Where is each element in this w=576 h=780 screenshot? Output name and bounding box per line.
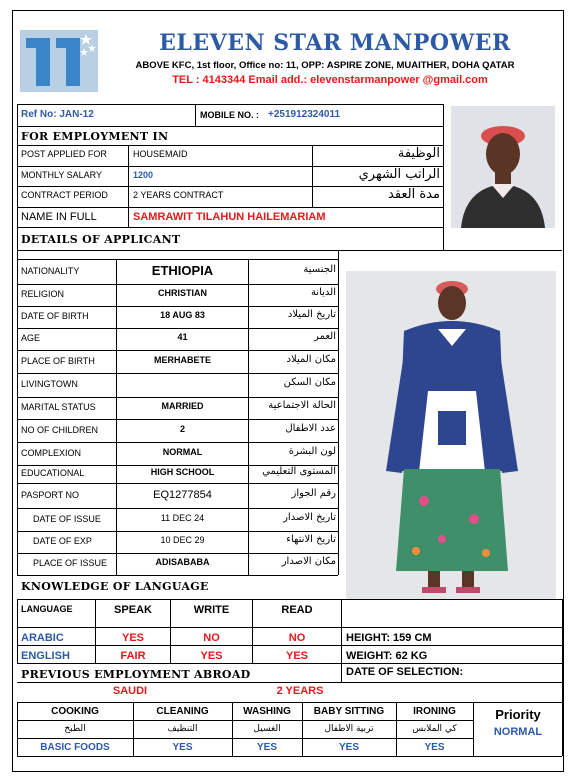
salary-arabic: الراتب الشهري [358,167,440,182]
lang-arabic-read: NO [288,632,306,644]
company-logo [20,30,98,92]
skill-header-cleaning: CLEANING [156,706,209,717]
skill-arabic-washing: الغسيل [253,724,281,734]
lang-header-read: READ [281,604,313,616]
skill-arabic-ironing: كي الملابس [412,724,457,734]
date-of-exp-arabic: تاريخ الانتهاء [286,534,336,545]
livingtown-arabic: مكان السكن [283,377,336,388]
previous-section-title: PREVIOUS EMPLOYMENT ABROAD [21,668,251,681]
company-contact: TEL : 4143344 Email add.: elevenstarmanpower @gmail.com [172,74,488,86]
post-applied-arabic: الوظيفة [397,146,440,161]
post-applied-label: POST APPLIED FOR [21,149,107,159]
marital-status-arabic: الحالة الاجتماعية [268,400,336,411]
educational-label: EDUCATIONAL [21,468,85,478]
lang-header-speak: SPEAK [114,604,152,616]
frame-bottom [12,771,564,772]
date-of-exp-value: 10 DEC 29 [160,535,205,545]
skill-arabic-baby-sitting: تربية الاطفال [324,724,374,734]
age-value: 41 [177,332,188,342]
skill-header-ironing: IRONING [413,706,456,717]
ref-number: Ref No: JAN-12 [21,109,94,120]
lang-english-write: YES [200,650,223,662]
lang-header-write: WRITE [193,604,230,616]
lang-arabic-write: NO [203,632,220,644]
place-of-issue-label: PLACE OF ISSUE [33,558,108,568]
skill-value-cleaning: YES [172,742,193,753]
passport-no-arabic: رقم الجواز [291,487,336,499]
date-of-issue-label: DATE OF ISSUE [33,513,101,524]
priority-value: NORMAL [493,726,543,738]
name-label: NAME IN FULL [21,211,97,223]
company-name: ELEVEN STAR MANPOWER [159,30,511,56]
contract-label: CONTRACT PERIOD [21,190,108,200]
salary-value: 1200 [133,170,154,180]
company-address: ABOVE KFC, 1st floor, Office no: 11, OPP: ASPIRE ZONE, MUAITHER, DOHA QATAR [135,60,515,71]
salary-label: MONTHLY SALARY [21,170,103,180]
place-of-issue-arabic: مكان الاصدار [281,556,336,567]
logo-eleven-icon [20,30,98,92]
no-of-children-arabic: عدد الاطفال [285,422,336,434]
previous-duration: 2 YEARS [276,685,324,697]
mobile-value: +251912324011 [268,109,341,120]
nationality-label: NATIONALITY [21,266,80,276]
place-of-issue-value: ADISABABA [155,557,210,567]
applicant-portrait-photo [451,106,555,228]
passport-no-label: PASPORT NO [21,489,80,500]
details-section-title: DETAILS OF APPLICANT [21,233,181,246]
priority-label: Priority [495,707,541,722]
no-of-children-value: 2 [179,423,185,434]
age-label: AGE [21,333,41,343]
lang-header-language: LANGUAGE [21,604,73,614]
date-of-birth-value: 18 AUG 83 [160,310,205,320]
skill-value-ironing: YES [424,742,445,753]
livingtown-label: LIVINGTOWN [21,379,78,389]
lang-arabic-speak: YES [121,632,144,644]
skill-arabic-cooking: الطبخ [64,724,86,734]
nationality-arabic: الجنسية [303,264,336,275]
contract-value: 2 YEARS CONTRACT [133,190,224,200]
lang-english: ENGLISH [21,650,70,662]
frame-left [12,10,13,772]
date-of-selection: DATE OF SELECTION: [346,666,464,678]
no-of-children-label: NO OF CHILDREN [21,424,99,435]
skill-value-cooking: BASIC FOODS [40,742,110,753]
language-section-title: KNOWLEDGE OF LANGUAGE [21,580,209,593]
religion-arabic: الديانة [310,287,336,298]
date-of-birth-arabic: تاريخ الميلاد [287,309,336,320]
place-of-birth-label: PLACE OF BIRTH [21,355,95,366]
place-of-birth-value: MERHABETE [153,354,211,365]
contract-arabic: مدة العقد [388,187,440,202]
name-value: SAMRAWIT TILAHUN HAILEMARIAM [133,211,326,223]
previous-country: SAUDI [112,685,148,697]
lang-arabic: ARABIC [21,632,64,644]
employment-section-title: FOR EMPLOYMENT IN [21,130,169,143]
passport-no-value: EQ1277854 [153,488,212,501]
mobile-label: MOBILE NO. : [200,110,259,120]
lang-english-speak: FAIR [120,650,146,662]
marital-status-value: MARRIED [161,401,204,411]
nationality-value: ETHIOPIA [151,263,214,278]
age-arabic: العمر [314,331,336,342]
skill-value-washing: YES [256,742,277,753]
frame-top [12,10,564,11]
religion-value: CHRISTIAN [158,288,207,298]
date-of-issue-value: 11 DEC 24 [160,512,205,523]
marital-status-label: MARITAL STATUS [21,402,96,412]
educational-arabic: المستوى التعليمي [262,466,336,477]
skill-header-washing: WASHING [243,706,291,717]
skill-header-baby-sitting: BABY SITTING [313,706,385,717]
complexion-label: COMPLEXION [21,447,82,458]
date-of-birth-label: DATE OF BIRTH [21,311,89,321]
skill-header-cooking: COOKING [51,706,99,717]
lang-english-read: YES [285,650,308,662]
date-of-issue-arabic: تاريخ الاصدار [283,511,336,523]
height-value: HEIGHT: 159 CM [346,632,432,644]
skill-arabic-cleaning: التنظيف [167,724,198,734]
weight-value: WEIGHT: 62 KG [346,650,428,662]
post-applied-value: HOUSEMAID [133,149,188,159]
place-of-birth-arabic: مكان الميلاد [286,353,336,365]
skill-value-baby-sitting: YES [338,742,359,753]
complexion-value: NORMAL [162,446,203,457]
religion-label: RELIGION [21,289,65,299]
complexion-arabic: لون البشرة [288,445,336,457]
date-of-exp-label: DATE OF EXP [33,536,92,546]
applicant-full-photo [346,271,556,600]
educational-value: HIGH SCHOOL [150,467,215,477]
frame-right [563,10,564,772]
